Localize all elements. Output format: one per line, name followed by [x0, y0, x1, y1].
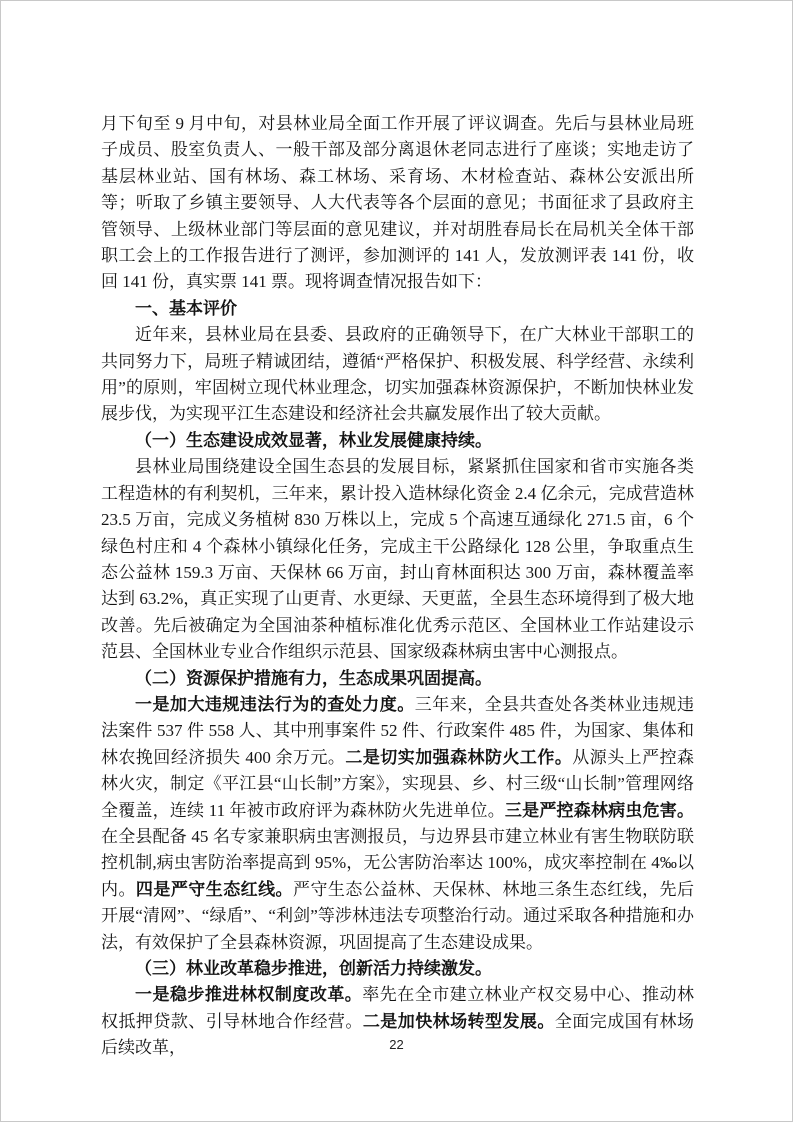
paragraph [101, 322, 694, 428]
emphasis-run: 二是切实加强森林防火工作。 [345, 747, 573, 767]
emphasis-run: （一）生态建设成效显著，林业发展健康持续。 [135, 430, 492, 450]
page-number: 22 [389, 1037, 404, 1052]
paragraph [101, 111, 694, 296]
emphasis-run: 四是严守生态红线。 [135, 879, 294, 899]
paragraph [101, 692, 694, 956]
section-heading [101, 296, 694, 322]
text-run: 近年来，县林业局在县委、县政府的正确领导下，在广大林业干部职工的共同努力下，局班子精诚团结，遵循“严格保护、积极发展、科学经营、永续利用”的原则，牢固树立现代林业理念，切实加强森林资源保护，不断加快林业发展步伐，为实现平江生态建设和经济社会共赢发展作出了较大贡献。 [101, 325, 694, 424]
document-body [101, 111, 694, 1062]
emphasis-run: 一是加大违规违法行为的查处力度。 [135, 694, 415, 714]
text-run: 严守生态公益林、天保林、林地三条生态红线，先后开展“清网”、“绿盾”、“利剑”等涉林违法专项整治行动。通过采取各种措施和办法，有效保护了全县森林资源，巩固提高了生态建设成果。 [101, 879, 695, 952]
text-run: 率先在全市建立林业产权交易中心、推动林权抵押贷款、引导林地合作经营。 [101, 985, 695, 1031]
emphasis-run: （三）林业改革稳步推进，创新活力持续激发。 [135, 959, 492, 978]
emphasis-run: 一、基本评价 [135, 298, 237, 318]
text-run: 全面完成国有林场后续改革， [101, 1011, 695, 1058]
paragraph [101, 454, 694, 665]
text-run: 从源头上严控森林火灾，制定《平江县“山长制”方案》，实现县、乡、村三级“山长制”管理网络全覆盖，连续 11 年被市政府评为森林防火先进单位。 [101, 747, 695, 820]
emphasis-run: 二是加快林场转型发展。 [362, 1011, 555, 1031]
text-run: 在全县配备 45 名专家兼职病虫害测报员，与边界县市建立林业有害生物联防联控机制,病虫害防治率提高到 95%，无公害防治率达 100%，成灾率控制在 4‰以内。 [101, 826, 694, 899]
emphasis-run: 一是稳步推进林权制度改革。 [135, 985, 363, 1005]
section-heading [101, 956, 694, 982]
emphasis-run: 三是严控森林病虫危害。 [504, 800, 695, 820]
text-run: 县林业局围绕建设全国生态县的发展目标，紧紧抓住国家和省市实施各类工程造林的有利契机，三年来，累计投入造林绿化资金 2.4 亿余元，完成营造林 23.5 万亩，完成义务植树 830 万株以上，完成 5 个高速互通绿化 271.5 亩，6 个绿色村庄和 4 个森林小镇绿化任务，完成主干公路绿化 128 公里，争取重点生态公益林 159.3 万亩、天保林 66 万亩，封山育林面积达 300 万亩，森林覆盖率达到 63.2%，真正实现了山更青、水更绿、天更蓝，全县生态环境得到了极大地改善。先后被确定为全国油茶种植标准化优秀示范区、全国林业工作站建设示范县、全国林业专业合作组织示范县、国家级森林病虫害中心测报点。 [101, 457, 694, 662]
text-run: 月下旬至 9 月中旬，对县林业局全面工作开展了评议调查。先后与县林业局班子成员、股室负责人、一般干部及部分离退休老同志进行了座谈；实地走访了基层林业站、国有林场、森工林场、采育场、木材检查站、森林公安派出所等；听取了乡镇主要领导、人大代表等各个层面的意见；书面征求了县政府主管领导、上级林业部门等层面的意见建议，并对胡胜春局长在局机关全体干部职工会上的工作报告进行了测评，参加测评的 141 人，发放测评表 141 份，收回 141 份，真实票 141 票。现将调查情况报告如下： [101, 114, 694, 292]
emphasis-run: （二）资源保护措施有力，生态成果巩固提高。 [135, 668, 492, 688]
section-heading [101, 428, 694, 454]
section-heading [101, 666, 694, 692]
text-run: 三年来，全县共查处各类林业违规违法案件 537 件 558 人、其中刑事案件 52 件、行政案件 485 件，为国家、集体和林农挽回经济损失 400 余万元。 [101, 694, 695, 767]
